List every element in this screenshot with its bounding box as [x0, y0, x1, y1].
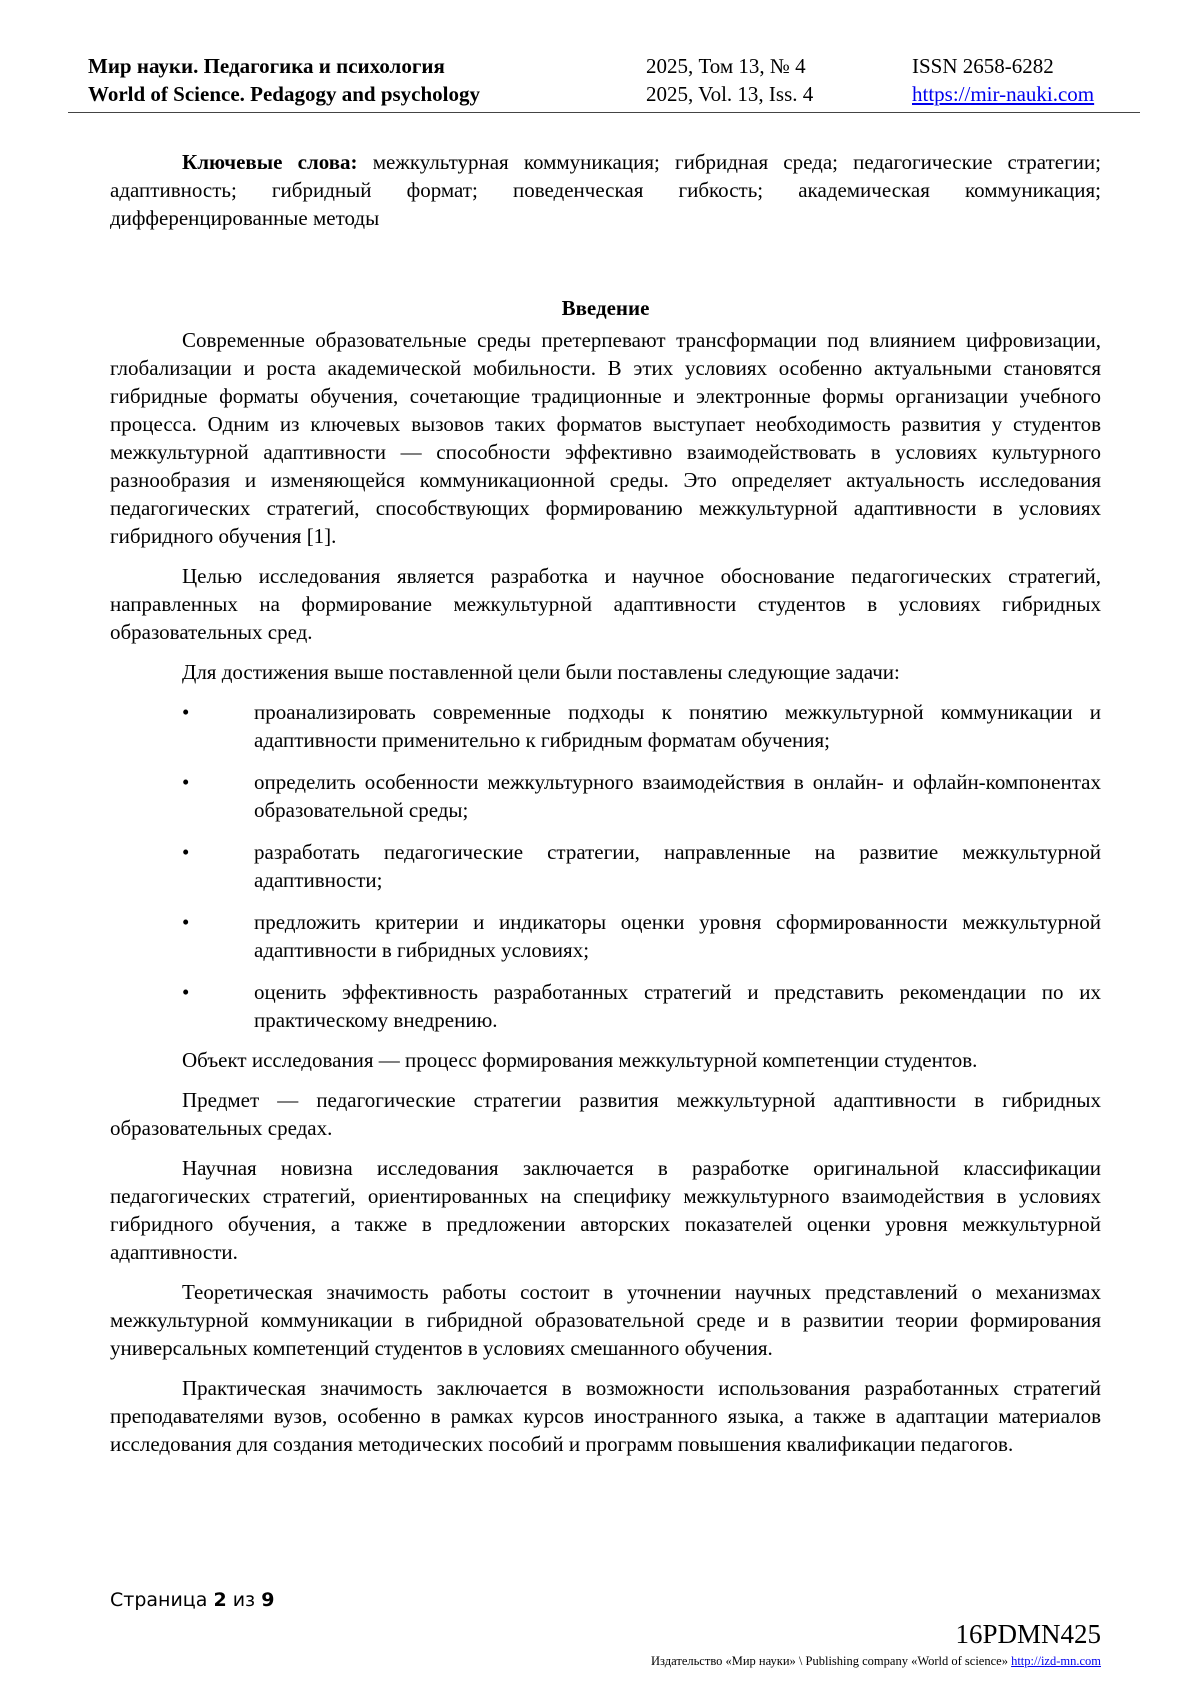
bullet-icon: •: [182, 840, 190, 864]
subject-paragraph: Предмет — педагогические стратегии развития межкультурной адаптивности в гибридных образовательных средах.: [110, 1088, 1101, 1140]
bullet-icon: •: [182, 700, 190, 724]
list-item: • проанализировать современные подходы к понятию межкультурной коммуникации и адаптивности применительно к гибридным форматам обучения;: [182, 700, 1101, 752]
journal-title-en: World of Science. Pedagogy and psychology: [88, 82, 481, 106]
intro-paragraph-1: Современные образовательные среды претерпевают трансформации под влиянием цифровизации, глобализации и роста академической мобильности. В этих условиях особенно актуальными становятся гибридные форматы обучения, сочетающие традиционные и электронные формы организации учебного процесса. Одним из ключевых вызовов таких форматов выступает необходимость развития у студентов межкультурной адаптивности — способности эффективно взаимодействовать в условиях культурного разнообразия и изменяющейся коммуникационной среды. Это определяет актуальность исследования педагогических стратегий, способствующих формированию межкультурной адаптивности в условиях гибридного обучения [1].: [110, 328, 1101, 548]
issue-info-ru: 2025, Том 13, № 4: [646, 54, 806, 78]
publisher-url-link[interactable]: http://izd-mn.com: [1011, 1654, 1101, 1668]
practical-significance-paragraph: Практическая значимость заключается в возможности использования разработанных стратегий преподавателями вузов, особенно в рамках курсов иностранного языка, а также в адаптации материалов исследования для создания методических пособий и программ повышения квалификации педагогов.: [110, 1376, 1101, 1456]
bullet-icon: •: [182, 980, 190, 1004]
novelty-paragraph: Научная новизна исследования заключается в разработке оригинальной классификации педагогических стратегий, ориентированных на специфику межкультурного взаимодействия в условиях гибридного обучения, а также в предложении авторских показателей оценки уровня межкультурной адаптивности.: [110, 1156, 1101, 1264]
list-item: • разработать педагогические стратегии, направленные на развитие межкультурной адаптивности;: [182, 840, 1101, 892]
issn: ISSN 2658-6282: [912, 54, 1054, 78]
object-paragraph: Объект исследования — процесс формирования межкультурной компетенции студентов.: [182, 1048, 978, 1072]
total-pages: 9: [261, 1589, 275, 1611]
bullet-icon: •: [182, 910, 190, 934]
header-divider: [68, 112, 1140, 113]
keywords-text: межкультурная коммуникация; гибридная среда; педагогические стратегии; адаптивность; гибридный формат; поведенческая гибкость; академическая коммуникация; дифференцированные методы: [110, 150, 1101, 230]
publisher-footer: [651, 1653, 1101, 1669]
tasks-intro-paragraph: Для достижения выше поставленной цели были поставлены следующие задачи:: [182, 660, 900, 684]
article-body: [110, 148, 1101, 1458]
publisher-text: Издательство «Мир науки» \ Publishing company «World of science»: [651, 1654, 1012, 1668]
list-item: • определить особенности межкультурного взаимодействия в онлайн- и офлайн-компонентах образовательной среды;: [182, 770, 1101, 822]
journal-url-link[interactable]: https://mir-nauki.com: [912, 82, 1095, 106]
tasks-list: [110, 698, 1101, 1034]
keywords-label: Ключевые слова:: [182, 150, 358, 174]
bullet-icon: •: [182, 770, 190, 794]
list-item: • оценить эффективность разработанных стратегий и представить рекомендации по их практическому внедрению.: [182, 980, 1101, 1032]
page-header: [0, 52, 1200, 112]
journal-title-ru: Мир науки. Педагогика и психология: [88, 54, 445, 78]
issue-info-en: 2025, Vol. 13, Iss. 4: [646, 82, 814, 106]
section-heading-introduction: Введение: [561, 296, 650, 320]
list-item: • предложить критерии и индикаторы оценки уровня сформированности межкультурной адаптивности в гибридных условиях;: [182, 910, 1101, 962]
current-page: 2: [213, 1589, 227, 1611]
goal-paragraph: Целью исследования является разработка и научное обоснование педагогических стратегий, направленных на формирование межкультурной адаптивности студентов в условиях гибридных образовательных сред.: [110, 564, 1101, 644]
keywords-paragraph: [110, 148, 1101, 232]
article-code: 16PDMN425: [955, 1619, 1101, 1649]
theoretical-significance-paragraph: Теоретическая значимость работы состоит в уточнении научных представлений о механизмах межкультурной коммуникации в гибридной образовательной среде и в развитии теории формирования универсальных компетенций студентов в условиях смешанного обучения.: [110, 1280, 1101, 1360]
page-number: Страница 2 из 9: [110, 1589, 275, 1611]
